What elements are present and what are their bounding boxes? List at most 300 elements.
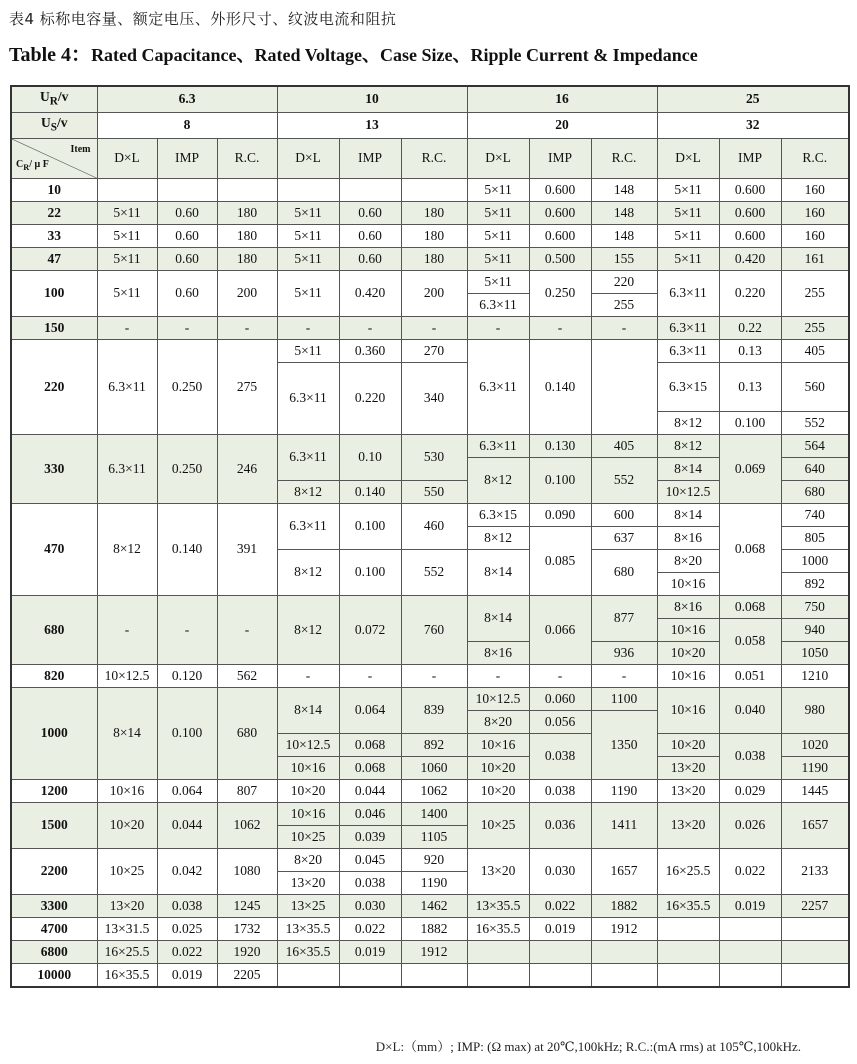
header-row-ur [11, 86, 849, 112]
header-row-columns [11, 138, 849, 178]
table-cell: 0.140 [529, 339, 591, 434]
table-cell: 6.3×11 [467, 293, 529, 316]
table-cell [657, 940, 719, 963]
table-cell: 180 [217, 201, 277, 224]
table-cell: 0.420 [339, 270, 401, 316]
table-cell [97, 178, 157, 201]
table-cell: 5×11 [657, 224, 719, 247]
table-cell: 8×14 [657, 457, 719, 480]
table-cell: 6.3×11 [467, 339, 529, 434]
table-title-chinese: 表4 标称电容量、额定电压、外形尺寸、纹波电流和阻抗 [9, 10, 397, 28]
table-cell: 160 [781, 224, 849, 247]
table-cell: 5×11 [467, 224, 529, 247]
table-cell: 640 [781, 457, 849, 480]
table-title-text: Rated Capacitance、Rated Voltage、Case Size、Ripple Current & Impedance [91, 45, 698, 65]
table-cell: 5×11 [467, 247, 529, 270]
table-cell: 0.085 [529, 526, 591, 595]
table-cell: 0.038 [719, 733, 781, 779]
table-cell: 6800 [11, 940, 97, 963]
table-cell: 5×11 [97, 270, 157, 316]
col-imp: IMP [339, 138, 401, 178]
table-cell: 6.3×11 [657, 270, 719, 316]
table-cell: 552 [401, 549, 467, 595]
us-20: 20 [467, 112, 657, 138]
table-cell: 0.250 [157, 339, 217, 434]
table-cell: 5×11 [467, 178, 529, 201]
table-cell: 5×11 [277, 201, 339, 224]
table-cell: 460 [401, 503, 467, 549]
item-cr-header: Item $C_R/$ μ F [11, 138, 97, 178]
table-cell: 0.060 [529, 687, 591, 710]
table-cell: 10×25 [277, 825, 339, 848]
table-cell: 0.058 [719, 618, 781, 664]
table-cell: 0.045 [339, 848, 401, 871]
table-cell: 892 [781, 572, 849, 595]
table-cell: 5×11 [467, 270, 529, 293]
table-cell: 1657 [591, 848, 657, 894]
col-rc: R.C. [781, 138, 849, 178]
table-cell: 16×35.5 [657, 894, 719, 917]
table-cell [467, 963, 529, 987]
table-cell: 6.3×11 [97, 434, 157, 503]
table-cell: 2257 [781, 894, 849, 917]
table-cell: 13×20 [657, 779, 719, 802]
table-cell: 1445 [781, 779, 849, 802]
table-cell [781, 963, 849, 987]
table-cell: 1350 [591, 710, 657, 779]
table-cell: 0.042 [157, 848, 217, 894]
col-rc: R.C. [217, 138, 277, 178]
table-cell: 0.100 [339, 503, 401, 549]
table-cell: 0.600 [719, 201, 781, 224]
table-cell [719, 917, 781, 940]
table-cell: 0.60 [339, 224, 401, 247]
table-cell: 1080 [217, 848, 277, 894]
ur-6-3: 6.3 [97, 86, 277, 112]
ur-10: 10 [277, 86, 467, 112]
table-cell [401, 178, 467, 201]
table-cell: 148 [591, 224, 657, 247]
table-cell: 33 [11, 224, 97, 247]
table-cell: 3300 [11, 894, 97, 917]
table-cell: 0.600 [529, 178, 591, 201]
table-cell: 13×35.5 [467, 894, 529, 917]
table-cell: 1462 [401, 894, 467, 917]
table-cell: - [339, 316, 401, 339]
table-cell: 220 [591, 270, 657, 293]
table-cell: 0.044 [339, 779, 401, 802]
table-cell: 0.019 [157, 963, 217, 987]
table-cell: 560 [781, 362, 849, 411]
table-cell: 0.019 [529, 917, 591, 940]
table-cell: 10×12.5 [467, 687, 529, 710]
table-cell: 0.60 [339, 201, 401, 224]
table-cell: 0.068 [339, 733, 401, 756]
col-imp: IMP [719, 138, 781, 178]
table-cell: 10×16 [277, 756, 339, 779]
table-cell: 6.3×11 [657, 339, 719, 362]
table-row [11, 664, 849, 687]
table-cell [217, 178, 277, 201]
table-cell: 0.140 [157, 503, 217, 595]
table-cell [467, 940, 529, 963]
table-cell: 0.068 [719, 595, 781, 618]
table-cell: 0.13 [719, 362, 781, 411]
table-cell: 180 [401, 224, 467, 247]
table-cell: 6.3×15 [657, 362, 719, 411]
table-cell: 10×16 [277, 802, 339, 825]
table-cell: 0.064 [157, 779, 217, 802]
table-cell: 270 [401, 339, 467, 362]
table-cell: 0.250 [529, 270, 591, 316]
table-cell: 552 [781, 411, 849, 434]
table-cell [529, 940, 591, 963]
table-row [11, 848, 849, 871]
table-cell: 0.60 [339, 247, 401, 270]
table-cell: 0.038 [339, 871, 401, 894]
table-cell: 0.025 [157, 917, 217, 940]
table-cell: - [467, 316, 529, 339]
table-cell: 1100 [591, 687, 657, 710]
table-cell: 1500 [11, 802, 97, 848]
table-cell: 0.140 [339, 480, 401, 503]
table-cell: 530 [401, 434, 467, 480]
table-cell: 1400 [401, 802, 467, 825]
ur-16: 16 [467, 86, 657, 112]
table-cell: 0.068 [719, 503, 781, 595]
table-row [11, 270, 849, 293]
table-cell: 6.3×11 [277, 503, 339, 549]
table-cell: 1190 [781, 756, 849, 779]
table-cell: 0.500 [529, 247, 591, 270]
table-cell: 13×20 [657, 756, 719, 779]
table-cell: 391 [217, 503, 277, 595]
table-cell: 1657 [781, 802, 849, 848]
table-cell: 0.068 [339, 756, 401, 779]
table-cell: 550 [401, 480, 467, 503]
table-cell: - [401, 664, 467, 687]
table-cell: 10×20 [97, 802, 157, 848]
table-cell: 8×12 [657, 434, 719, 457]
table-cell: 805 [781, 526, 849, 549]
table-cell: 405 [591, 434, 657, 457]
table-cell: 760 [401, 595, 467, 664]
table-cell: 940 [781, 618, 849, 641]
table-cell: 0.600 [529, 224, 591, 247]
table-title-english [9, 38, 698, 67]
table-cell: 6.3×11 [657, 316, 719, 339]
table-row [11, 224, 849, 247]
table-cell: 0.10 [339, 434, 401, 480]
table-cell: 1105 [401, 825, 467, 848]
table-cell: - [97, 316, 157, 339]
table-cell [657, 917, 719, 940]
table-cell: 1062 [217, 802, 277, 848]
table-cell [781, 940, 849, 963]
ur-label: $U_R/v$ [11, 86, 97, 112]
table-cell [339, 963, 401, 987]
table-cell: 8×12 [277, 595, 339, 664]
table-cell: 1245 [217, 894, 277, 917]
table-cell: 16×25.5 [97, 940, 157, 963]
table-row [11, 779, 849, 802]
table-cell: 220 [11, 339, 97, 434]
table-cell: 0.038 [529, 733, 591, 779]
table-cell: 5×11 [277, 224, 339, 247]
table-cell: 1000 [781, 549, 849, 572]
table-cell: 1020 [781, 733, 849, 756]
table-cell: 10×20 [657, 641, 719, 664]
table-cell: 0.120 [157, 664, 217, 687]
ur-25: 25 [657, 86, 849, 112]
table-cell: 13×20 [467, 848, 529, 894]
table-cell: 161 [781, 247, 849, 270]
table-cell: 0.100 [339, 549, 401, 595]
table-cell: 8×14 [467, 595, 529, 641]
table-cell: 0.038 [157, 894, 217, 917]
table-cell: 180 [401, 247, 467, 270]
table-cell: 255 [591, 293, 657, 316]
table-cell: 637 [591, 526, 657, 549]
table-cell: 0.039 [339, 825, 401, 848]
table-cell: 936 [591, 641, 657, 664]
table-cell: 5×11 [97, 247, 157, 270]
table-cell: 10×20 [657, 733, 719, 756]
table-row [11, 201, 849, 224]
table-cell: 0.056 [529, 710, 591, 733]
table-cell: 552 [591, 457, 657, 503]
table-cell: 13×25 [277, 894, 339, 917]
table-cell: 0.600 [529, 201, 591, 224]
table-cell: 16×25.5 [657, 848, 719, 894]
table-cell: 10×12.5 [657, 480, 719, 503]
table-cell: 8×20 [277, 848, 339, 871]
table-cell: 6.3×15 [467, 503, 529, 526]
col-dl: D×L [97, 138, 157, 178]
table-cell: - [591, 316, 657, 339]
table-cell: 0.420 [719, 247, 781, 270]
table-cell: 839 [401, 687, 467, 733]
table-cell: 0.60 [157, 201, 217, 224]
table-cell: 0.044 [157, 802, 217, 848]
table-cell [719, 940, 781, 963]
table-cell: 1000 [11, 687, 97, 779]
table-cell: 5×11 [97, 224, 157, 247]
table-cell: 877 [591, 595, 657, 641]
table-cell: 1912 [401, 940, 467, 963]
table-cell: 255 [781, 270, 849, 316]
table-cell: 180 [217, 224, 277, 247]
table-cell: 2133 [781, 848, 849, 894]
table-cell [339, 178, 401, 201]
table-cell: 8×12 [277, 480, 339, 503]
table-cell: 16×35.5 [467, 917, 529, 940]
table-cell: 0.069 [719, 434, 781, 503]
table-cell: 22 [11, 201, 97, 224]
table-row [11, 247, 849, 270]
table-cell: 0.100 [157, 687, 217, 779]
table-cell: - [529, 316, 591, 339]
table-cell: 330 [11, 434, 97, 503]
table-cell: 180 [217, 247, 277, 270]
table-cell [277, 178, 339, 201]
table-cell: 0.040 [719, 687, 781, 733]
table-footnote: D×L:（mm）; IMP: (Ω max) at 20℃,100kHz; R.C.:(mA rms) at 105℃,100kHz. [375, 1039, 801, 1054]
table-cell: 0.030 [339, 894, 401, 917]
table-row [11, 178, 849, 201]
col-dl: D×L [657, 138, 719, 178]
table-cell: 8×14 [277, 687, 339, 733]
table-cell: 0.022 [529, 894, 591, 917]
table-cell: 10 [11, 178, 97, 201]
table-cell: 980 [781, 687, 849, 733]
table-cell: 8×16 [657, 526, 719, 549]
table-cell: 10×12.5 [277, 733, 339, 756]
table-cell: 5×11 [657, 201, 719, 224]
col-imp: IMP [529, 138, 591, 178]
table-cell: 5×11 [467, 201, 529, 224]
table-cell: 10×16 [657, 572, 719, 595]
table-cell: 100 [11, 270, 97, 316]
table-cell: 0.022 [339, 917, 401, 940]
table-cell: 10×16 [657, 664, 719, 687]
table-cell: 0.100 [719, 411, 781, 434]
table-cell: 0.051 [719, 664, 781, 687]
table-cell: 10000 [11, 963, 97, 987]
table-cell: 1882 [401, 917, 467, 940]
table-cell: - [217, 595, 277, 664]
table-cell: 10×12.5 [97, 664, 157, 687]
table-cell [591, 339, 657, 434]
table-cell: 8×12 [97, 503, 157, 595]
table-cell: 2205 [217, 963, 277, 987]
table-cell: 1210 [781, 664, 849, 687]
table-cell [781, 917, 849, 940]
table-cell: 13×35.5 [277, 917, 339, 940]
table-cell: 680 [11, 595, 97, 664]
table-row [11, 595, 849, 618]
table-cell: 5×11 [657, 247, 719, 270]
us-8: 8 [97, 112, 277, 138]
table-cell [529, 963, 591, 987]
table-cell: 1411 [591, 802, 657, 848]
table-cell: 2200 [11, 848, 97, 894]
table-cell: 0.13 [719, 339, 781, 362]
table-cell: 16×35.5 [97, 963, 157, 987]
table-cell: 920 [401, 848, 467, 871]
table-cell: 0.60 [157, 247, 217, 270]
table-cell: 180 [401, 201, 467, 224]
table-cell: 10×16 [467, 733, 529, 756]
table-cell: 0.600 [719, 224, 781, 247]
table-cell: 1912 [591, 917, 657, 940]
table-cell: 0.220 [339, 362, 401, 434]
table-cell: 0.046 [339, 802, 401, 825]
table-cell: 13×31.5 [97, 917, 157, 940]
table-cell: 160 [781, 201, 849, 224]
col-rc: R.C. [591, 138, 657, 178]
table-cell: 10×16 [657, 687, 719, 733]
table-row [11, 339, 849, 362]
table-cell: 1190 [591, 779, 657, 802]
table-cell: 8×16 [467, 641, 529, 664]
col-rc: R.C. [401, 138, 467, 178]
table-cell [719, 963, 781, 987]
table-cell: 0.022 [719, 848, 781, 894]
spec-table [10, 85, 850, 988]
table-cell: 0.066 [529, 595, 591, 664]
table-row [11, 917, 849, 940]
table-cell: 1732 [217, 917, 277, 940]
table-cell: 6.3×11 [467, 434, 529, 457]
table-cell: 470 [11, 503, 97, 595]
table-row [11, 687, 849, 710]
table-cell [657, 963, 719, 987]
header-row-us [11, 112, 849, 138]
table-cell: 8×20 [657, 549, 719, 572]
table-cell: - [277, 664, 339, 687]
table-cell: 1920 [217, 940, 277, 963]
table-cell: 10×20 [467, 779, 529, 802]
us-label: $U_S/v$ [11, 112, 97, 138]
table-cell [591, 963, 657, 987]
table-cell: 13×20 [277, 871, 339, 894]
table-row [11, 940, 849, 963]
table-cell: 10×25 [97, 848, 157, 894]
table-cell: 155 [591, 247, 657, 270]
table-cell [277, 963, 339, 987]
table-cell: 1200 [11, 779, 97, 802]
table-cell: 0.60 [157, 224, 217, 247]
table-cell: 6.3×11 [277, 362, 339, 434]
table-cell: 200 [401, 270, 467, 316]
col-imp: IMP [157, 138, 217, 178]
table-cell: 680 [217, 687, 277, 779]
table-row [11, 503, 849, 526]
table-cell: 8×14 [657, 503, 719, 526]
table-cell: - [97, 595, 157, 664]
table-cell: - [157, 595, 217, 664]
table-cell: 8×12 [657, 411, 719, 434]
table-cell [591, 940, 657, 963]
table-cell: 0.600 [719, 178, 781, 201]
table-cell: 246 [217, 434, 277, 503]
table-cell: - [217, 316, 277, 339]
us-13: 13 [277, 112, 467, 138]
table-cell: 1190 [401, 871, 467, 894]
table-cell: 1062 [401, 779, 467, 802]
table-cell: - [467, 664, 529, 687]
table-cell: 680 [781, 480, 849, 503]
table-cell: 150 [11, 316, 97, 339]
table-cell: 0.22 [719, 316, 781, 339]
table-number: Table 4： [9, 44, 92, 66]
table-row [11, 802, 849, 825]
table-cell: 0.130 [529, 434, 591, 457]
table-cell: 8×20 [467, 710, 529, 733]
table-cell: 0.019 [339, 940, 401, 963]
table-cell: 562 [217, 664, 277, 687]
table-cell: 8×16 [657, 595, 719, 618]
table-cell: 600 [591, 503, 657, 526]
table-cell: 0.022 [157, 940, 217, 963]
table-cell: 0.030 [529, 848, 591, 894]
table-cell: 10×20 [277, 779, 339, 802]
table-cell: 892 [401, 733, 467, 756]
table-cell: 200 [217, 270, 277, 316]
table-cell: 10×25 [467, 802, 529, 848]
table-cell: 275 [217, 339, 277, 434]
